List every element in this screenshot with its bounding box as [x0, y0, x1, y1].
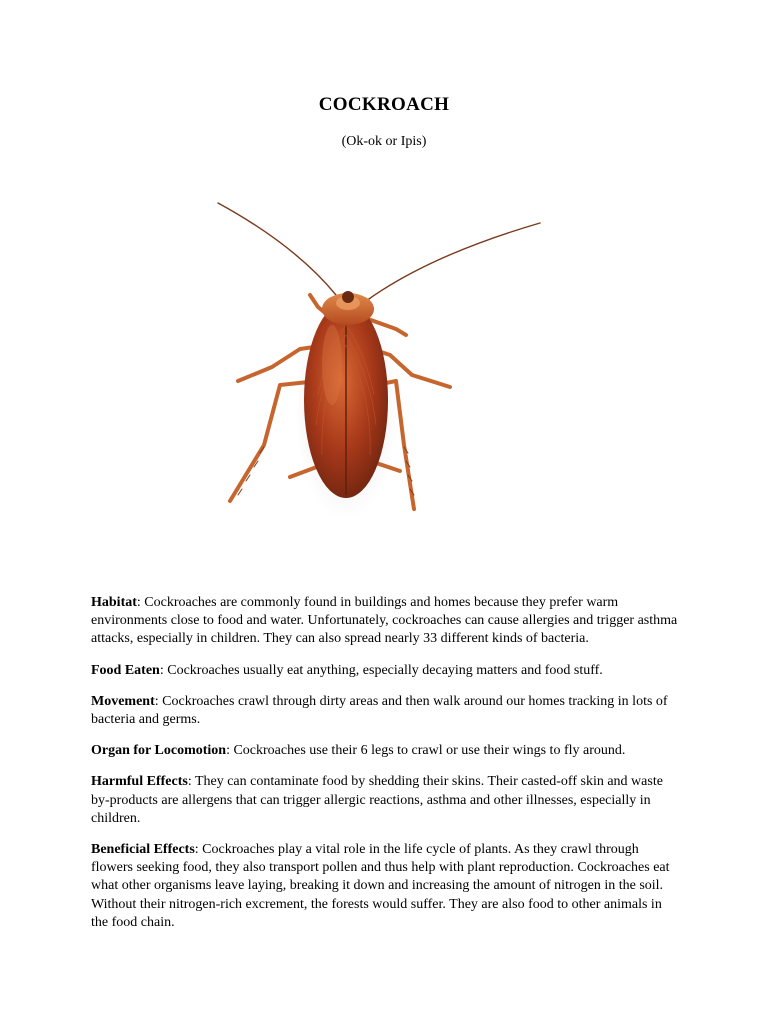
paragraph-organ-for-locomotion: [91, 742, 681, 760]
page-subtitle: (Ok-ok or Ipis): [341, 134, 427, 149]
paragraph-text: : They can contaminate food by shedding their skins. Their casted-off skin and waste by-products are allergens that can trigger allergic reactions, asthma and other illnesses, especially in children.: [91, 774, 663, 826]
page-title: COCKROACH: [318, 94, 450, 115]
paragraph-label: Movement: [91, 693, 155, 709]
paragraph-movement: [91, 693, 681, 729]
paragraph-text: : Cockroaches use their 6 legs to crawl or use their wings to fly around.: [226, 743, 626, 759]
cockroach-illustration: [200, 195, 560, 520]
cockroach-icon: [200, 195, 560, 520]
paragraph-label: Food Eaten: [91, 662, 160, 678]
paragraph-habitat: [91, 594, 681, 649]
body-text: [91, 594, 681, 945]
paragraph-food-eaten: [91, 662, 681, 680]
paragraph-label: Beneficial Effects: [91, 842, 195, 858]
paragraph-text: : Cockroaches usually eat anything, especially decaying matters and food stuff.: [159, 662, 603, 678]
paragraph-text: : Cockroaches crawl through dirty areas and then walk around our homes tracking in lots of bacteria and germs.: [91, 693, 668, 728]
paragraph-beneficial-effects: [91, 841, 681, 932]
paragraph-harmful-effects: [91, 773, 681, 828]
paragraph-label: Harmful Effects: [91, 774, 188, 790]
paragraph-text: : Cockroaches play a vital role in the life cycle of plants. As they crawl through flowers seeking food, they also transport pollen and thus help with plant reproduction. Cockroaches eat what other organisms leave laying, breaking it down and increasing the amount of nitrogen in the soil. Without their nitrogen-rich excrement, the forests would suffer. They are also food to other animals in the food chain.: [91, 842, 670, 930]
paragraph-text: : Cockroaches are commonly found in buildings and homes because they prefer warm environments close to food and water. Unfortunately, cockroaches can cause allergies and trigger asthma attacks, especially in children. They can also spread nearly 33 different kinds of bacteria.: [91, 595, 678, 647]
paragraph-label: Habitat: [91, 595, 137, 610]
paragraph-label: Organ for Locomotion: [91, 743, 227, 759]
